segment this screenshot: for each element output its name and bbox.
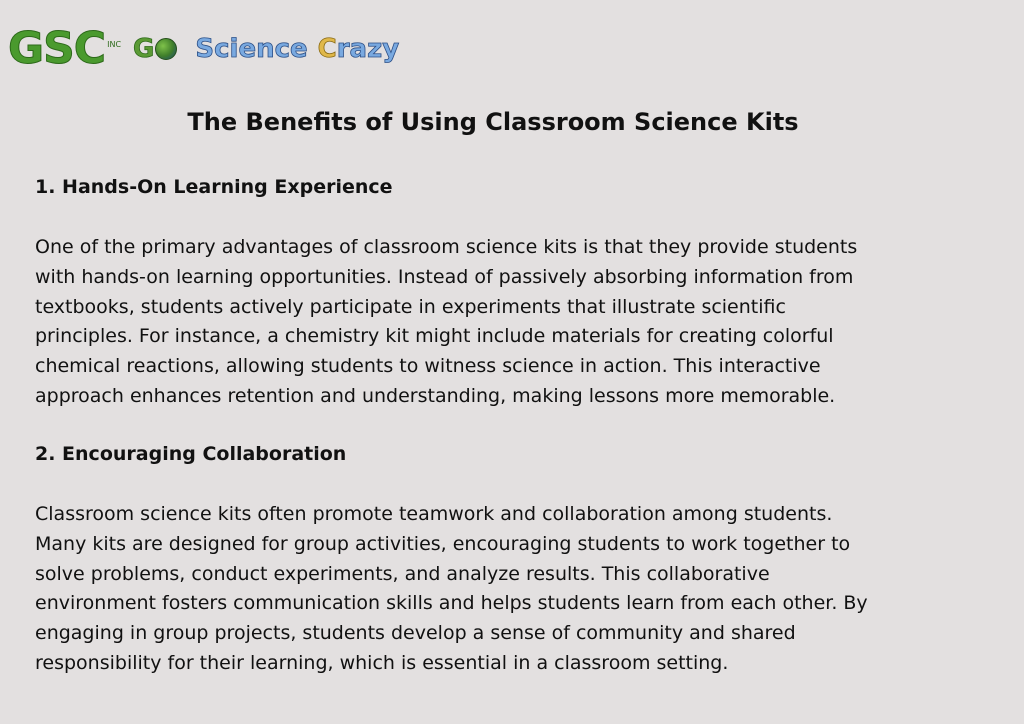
- section-paragraph-1: [35, 233, 975, 412]
- paragraph-line: engaging in group projects, students develop a sense of community and shared: [35, 622, 796, 645]
- section-heading-1: 1. Hands-On Learning Experience: [35, 176, 393, 198]
- brand-logo: [8, 23, 400, 74]
- logo-crazy-text: [318, 36, 400, 62]
- paragraph-line: principles. For instance, a chemistry kit might include materials for creating colorful: [35, 325, 834, 348]
- paragraph-line: Classroom science kits often promote teamwork and collaboration among students.: [35, 503, 833, 525]
- paragraph-line: One of the primary advantages of classroom science kits is that they provide students: [35, 236, 858, 258]
- paragraph-line: responsibility for their learning, which is essential in a classroom setting.: [35, 651, 729, 674]
- globe-icon: [155, 38, 177, 60]
- logo-inc-text: INC: [107, 40, 122, 49]
- paragraph-line: approach enhances retention and understanding, making lessons more memorable.: [35, 384, 836, 407]
- logo-go-letter: G: [133, 34, 155, 64]
- logo-go-text: [133, 34, 177, 64]
- logo-gsc-text: GSC: [8, 23, 106, 74]
- paragraph-line: environment fosters communication skills and helps students learn from each other. By: [35, 592, 868, 615]
- section-paragraph-2: [35, 500, 975, 679]
- paragraph-line: solve problems, conduct experiments, and analyze results. This collaborative: [35, 562, 770, 585]
- paragraph-line: chemical reactions, allowing students to witness science in action. This interactive: [35, 355, 821, 378]
- paragraph-line: with hands-on learning opportunities. Instead of passively absorbing information from: [35, 265, 854, 288]
- section-heading-2: 2. Encouraging Collaboration: [35, 443, 347, 465]
- paragraph-line: Many kits are designed for group activities, encouraging students to work together to: [35, 532, 851, 555]
- logo-crazy-c: C: [317, 34, 337, 64]
- page-title: The Benefits of Using Classroom Science Kits: [187, 108, 799, 136]
- logo-science-text: Science: [195, 34, 308, 64]
- logo-crazy-rest: razy: [336, 34, 400, 64]
- paragraph-line: textbooks, students actively participate in experiments that illustrate scientific: [35, 295, 786, 318]
